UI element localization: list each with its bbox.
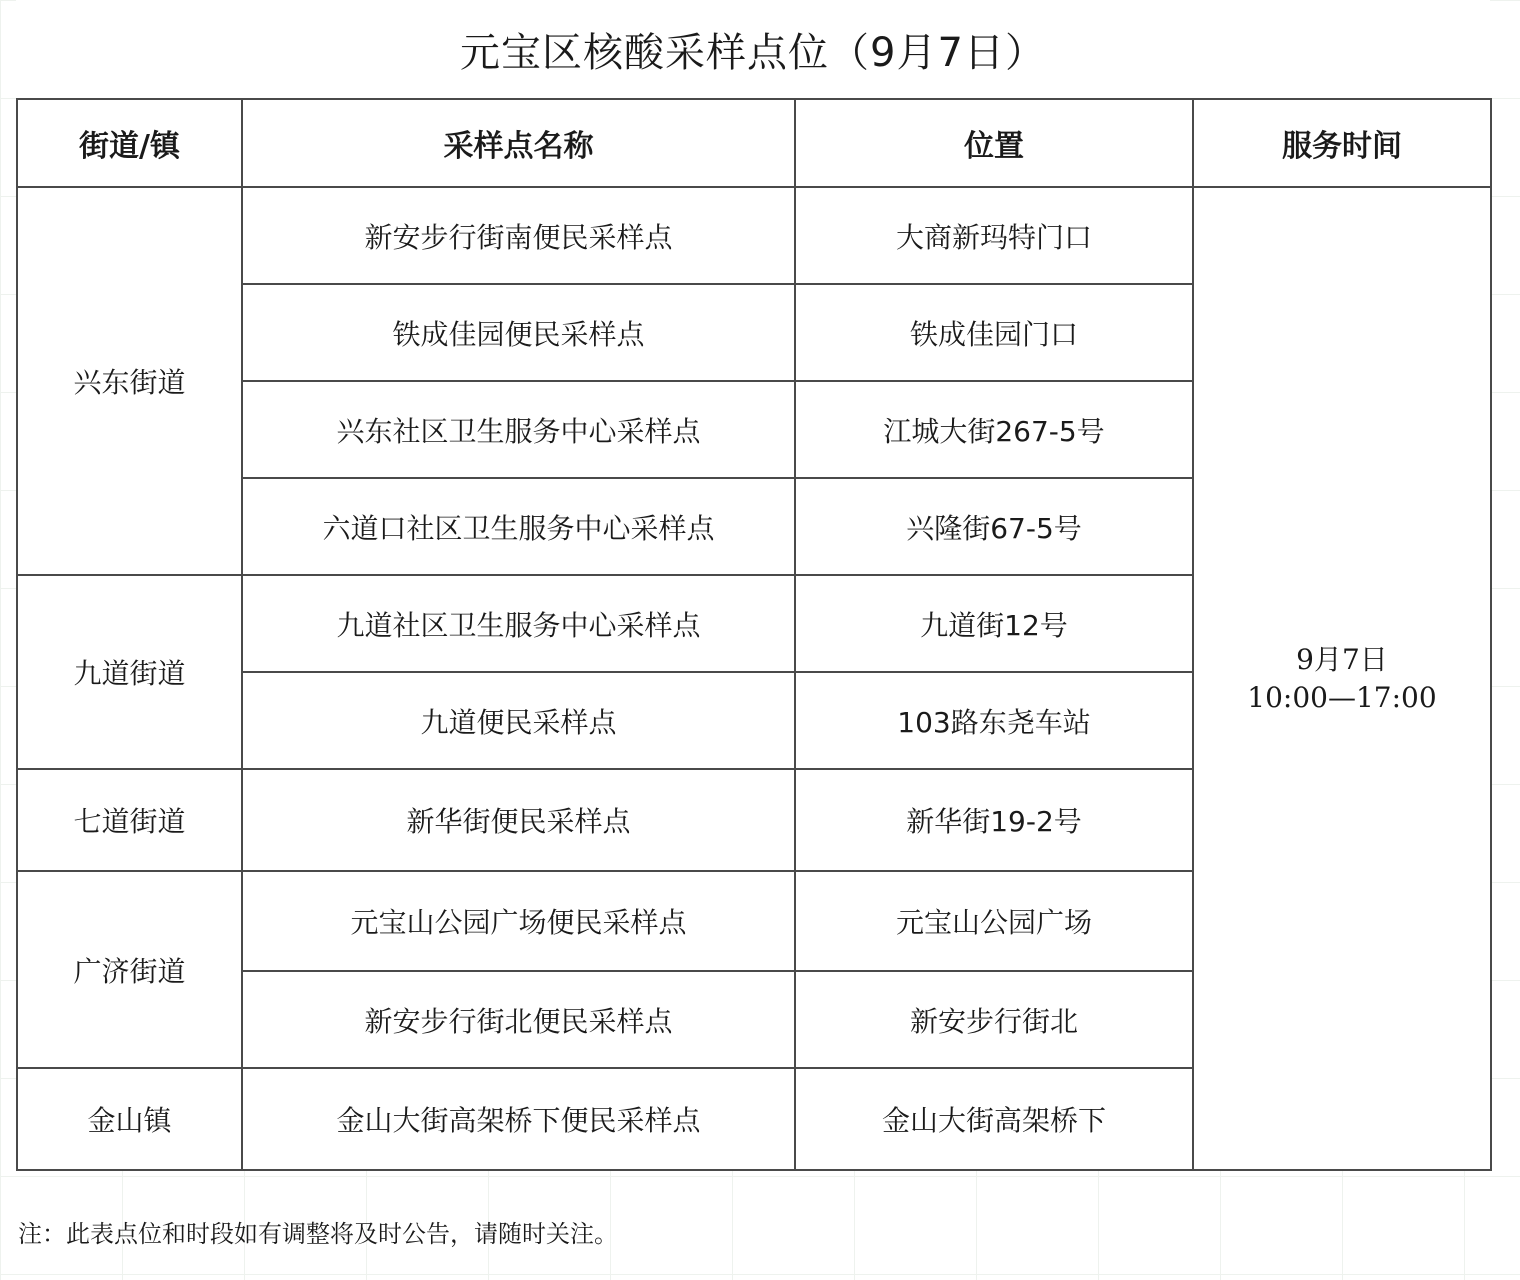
footnote: 注：此表点位和时段如有调整将及时公告，请随时关注。 [18, 1220, 618, 1248]
page-title: 元宝区核酸采样点位（9月7日） [16, 0, 1490, 98]
service-time-cell [1193, 187, 1491, 1170]
sampling-sites-table [16, 98, 1492, 1171]
district-cell: 九道街道 [17, 575, 242, 769]
service-date: 9月7日 [1296, 642, 1388, 676]
site-name-cell: 新安步行街南便民采样点 [242, 187, 795, 284]
site-name-cell: 新安步行街北便民采样点 [242, 971, 795, 1068]
location-cell: 103路东尧车站 [795, 672, 1193, 769]
location-cell: 九道街12号 [795, 575, 1193, 672]
header-service-time: 服务时间 [1193, 99, 1491, 187]
location-cell: 新华街19-2号 [795, 769, 1193, 871]
table-row [17, 187, 1491, 284]
site-name-cell: 兴东社区卫生服务中心采样点 [242, 381, 795, 478]
site-name-cell: 九道社区卫生服务中心采样点 [242, 575, 795, 672]
location-cell: 兴隆街67-5号 [795, 478, 1193, 575]
site-name-cell: 金山大街高架桥下便民采样点 [242, 1068, 795, 1170]
district-cell: 七道街道 [17, 769, 242, 871]
location-cell: 新安步行街北 [795, 971, 1193, 1068]
site-name-cell: 元宝山公园广场便民采样点 [242, 871, 795, 971]
header-district: 街道/镇 [17, 99, 242, 187]
district-cell: 金山镇 [17, 1068, 242, 1170]
location-cell: 元宝山公园广场 [795, 871, 1193, 971]
location-cell: 江城大街267-5号 [795, 381, 1193, 478]
location-cell: 铁成佳园门口 [795, 284, 1193, 381]
table-header-row [17, 99, 1491, 187]
service-hours: 10:00—17:00 [1247, 680, 1437, 714]
header-location: 位置 [795, 99, 1193, 187]
site-name-cell: 新华街便民采样点 [242, 769, 795, 871]
location-cell: 金山大街高架桥下 [795, 1068, 1193, 1170]
location-cell: 大商新玛特门口 [795, 187, 1193, 284]
site-name-cell: 铁成佳园便民采样点 [242, 284, 795, 381]
site-name-cell: 六道口社区卫生服务中心采样点 [242, 478, 795, 575]
header-site-name: 采样点名称 [242, 99, 795, 187]
site-name-cell: 九道便民采样点 [242, 672, 795, 769]
district-cell: 广济街道 [17, 871, 242, 1068]
district-cell: 兴东街道 [17, 187, 242, 575]
